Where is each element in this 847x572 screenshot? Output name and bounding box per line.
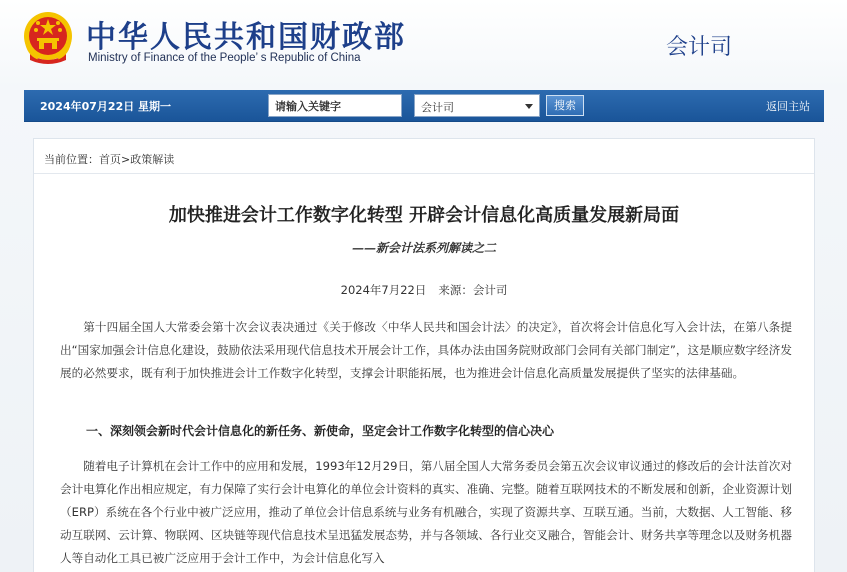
department-title: 会计司 <box>666 35 733 60</box>
top-nav-bar <box>24 90 824 122</box>
search-button[interactable]: 搜索 <box>546 95 584 116</box>
divider <box>34 173 814 174</box>
section-heading: 一、深刻领会新时代会计信息化的新任务、新使命，坚定会计工作数字化转型的信心决心 <box>86 424 555 438</box>
national-emblem-icon[interactable] <box>22 10 74 66</box>
site-header <box>0 0 847 88</box>
return-home-link[interactable]: 返回主站 <box>766 100 810 113</box>
article-source: 来源：会计司 <box>438 283 508 297</box>
current-date: 2024年07月22日 星期一 <box>40 100 172 113</box>
article-meta <box>34 282 814 298</box>
article-panel <box>33 138 815 572</box>
article-paragraph: 随着电子计算机在会计工作中的应用和发展，1993年12月29日，第八届全国人大常务委员会第五次会议审议通过的修改后的会计法首次对会计电算化作出相应规定，有力保障了实行会计电算化的单位会计资料的真实、准确、完整。随着互联网技术的不断发展和创新，企业资源计划（ERP）系统在各个行业中被广泛应用，推动了单位会计信息系统与业务有机融合，实现了资源共享、互联互通。当前，大数据、人工智能、移动互联网、云计算、物联网、区块链等现代信息技术呈迅猛发展态势，并与各领域、各行业交叉融合，智能会计、财务共享等理念以及财务机器人等自动化工具已被广泛应用于会计工作中，为会计信息化写入 <box>60 459 792 565</box>
article-subtitle: ——新会计法系列解读之二 <box>351 241 496 255</box>
article-date: 2024年7月22日 <box>340 283 427 297</box>
ministry-name-en: Ministry of Finance of the People’ s Republic of China <box>88 52 361 64</box>
article-paragraph: 第十四届全国人大常委会第十次会议表决通过《关于修改〈中华人民共和国会计法〉的决定》，首次将会计信息化写入会计法，在第八条提出“国家加强会计信息化建设，鼓励依法采用现代信息技术开展会计工作，具体办法由国务院财政部门会同有关部门制定”，这是顺应数字经济发展的必然要求，既有利于加快推进会计工作数字化转型，支撑会计职能拓展，也为推进会计信息化高质量发展提供了坚实的法律基础。 <box>60 320 792 380</box>
chevron-down-icon <box>525 104 533 109</box>
ministry-name-cn[interactable]: 中华人民共和国财政部 <box>86 20 406 55</box>
search-scope-select[interactable] <box>414 94 540 117</box>
search-scope-value: 会计司 <box>421 101 454 114</box>
article-title: 加快推进会计工作数字化转型 开辟会计信息化高质量发展新局面 <box>168 205 680 226</box>
search-input[interactable] <box>268 94 402 117</box>
breadcrumb[interactable]: 当前位置：首页>政策解读 <box>44 153 175 166</box>
